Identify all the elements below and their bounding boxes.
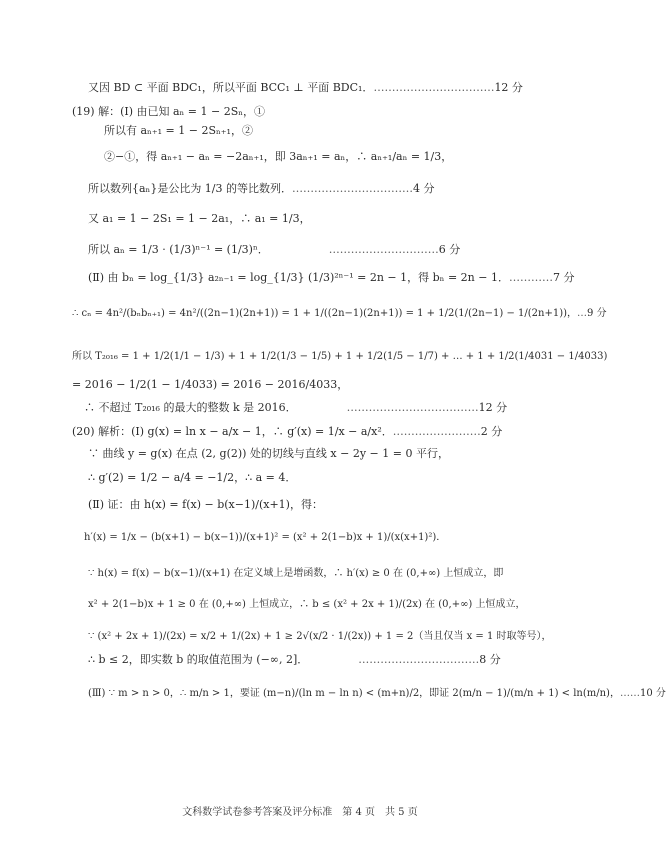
- proof-line: 又 a₁ = 1 − 2S₁ = 1 − 2a₁，∴ a₁ = 1/3，: [88, 212, 311, 225]
- proof-line: ∵ h(x) = f(x) − b(x−1)/(x+1) 在定义域上是增函数，∴ h′(x) ≥ 0 在 (0,+∞) 上恒成立，即: [88, 568, 504, 579]
- proof-line: ②−①，得 aₙ₊₁ − aₙ = −2aₙ₊₁，即 3aₙ₊₁ = aₙ，∴ aₙ₊₁/aₙ = 1/3，: [104, 150, 453, 163]
- proof-line: 所以 T₂₀₁₆ = 1 + 1/2(1/1 − 1/3) + 1 + 1/2(1/3 − 1/5) + 1 + 1/2(1/5 − 1/7) + … + 1 + 1/2(1/4031 − 1/4033): [72, 351, 608, 362]
- proof-line: h′(x) = 1/x − (b(x+1) − b(x−1))/(x+1)² = (x² + 2(1−b)x + 1)/(x(x+1)²)．: [84, 532, 447, 543]
- proof-line: ∴ 不超过 T₂₀₁₆ 的最大的整数 k 是 2016． ………………………………12 分: [84, 401, 508, 414]
- proof-line: = 2016 − 1/2(1 − 1/4033) = 2016 − 2016/4033，: [72, 378, 349, 391]
- proof-line: 所以数列{aₙ}是公比为 1/3 的等比数列．……………………………4 分: [88, 182, 435, 195]
- proof-line: 所以有 aₙ₊₁ = 1 − 2Sₙ₊₁，②: [104, 124, 253, 137]
- problem-20-part-3: (Ⅲ) ∵ m > n > 0，∴ m/n > 1，要证 (m−n)/(ln m − ln n) < (m+n)/2，即证 2(m/n − 1)/(m/n + 1) < ln(m/n)，……10 分: [88, 688, 666, 699]
- proof-line: (Ⅱ) 由 bₙ = log_{1/3} a₂ₙ₋₁ = log_{1/3} (1/3)²ⁿ⁻¹ = 2n − 1，得 bₙ = 2n − 1．…………7 分: [88, 271, 575, 284]
- proof-line: ∴ g′(2) = 1/2 − a/4 = −1/2，∴ a = 4．: [88, 471, 297, 484]
- proof-line: x² + 2(1−b)x + 1 ≥ 0 在 (0,+∞) 上恒成立，∴ b ≤ (x² + 2x + 1)/(2x) 在 (0,+∞) 上恒成立，: [88, 599, 526, 610]
- problem-20-header: (20) 解析：(Ⅰ) g(x) = ln x − a/x − 1，∴ g′(x) = 1/x − a/x²．……………………2 分: [72, 425, 503, 438]
- proof-line: ∴ b ≤ 2，即实数 b 的取值范围为 (−∞, 2]． ……………………………8 分: [88, 653, 501, 666]
- proof-line: ∴ cₙ = 4n²/(bₙbₙ₊₁) = 4n²/((2n−1)(2n+1)) = 1 + 1/((2n−1)(2n+1)) = 1 + 1/2(1/(2n−1) − 1/(2n+1))，…9 分: [72, 308, 607, 319]
- proof-line: ∵ (x² + 2x + 1)/(2x) = x/2 + 1/(2x) + 1 ≥ 2√(x/2 · 1/(2x)) + 1 = 2（当且仅当 x = 1 时取等号），: [88, 631, 552, 642]
- page-footer: 文科数学试卷参考答案及评分标准 第 4 页 共 5 页: [182, 807, 418, 818]
- proof-line: (Ⅱ) 证：由 h(x) = f(x) − b(x−1)/(x+1)，得：: [88, 498, 323, 511]
- proof-line: ∵ 曲线 y = g(x) 在点 (2, g(2)) 处的切线与直线 x − 2y − 1 = 0 平行，: [88, 447, 449, 460]
- proof-line: 又因 BD ⊂ 平面 BDC₁，所以平面 BCC₁ ⊥ 平面 BDC₁．……………………………12 分: [88, 81, 523, 94]
- problem-19-header: (19) 解：(Ⅰ) 由已知 aₙ = 1 − 2Sₙ，①: [72, 105, 266, 118]
- proof-line: 所以 aₙ = 1/3 · (1/3)ⁿ⁻¹ = (1/3)ⁿ． …………………………6 分: [88, 243, 461, 256]
